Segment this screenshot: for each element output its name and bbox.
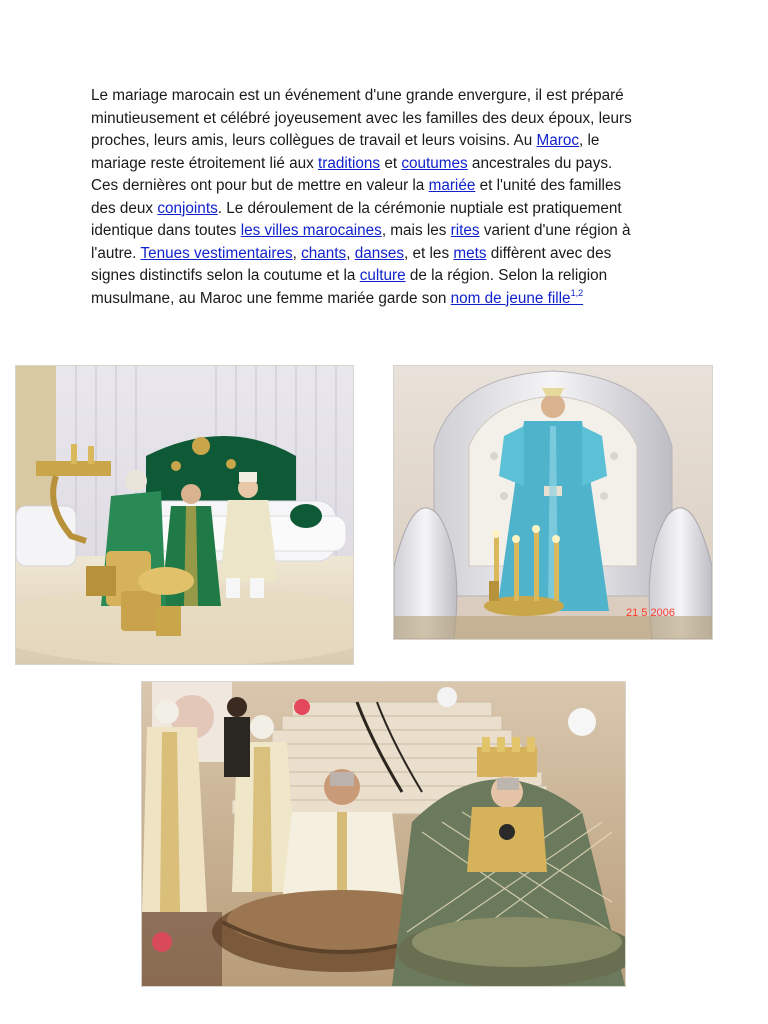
photo-date-stamp: 21 5 2006 xyxy=(626,607,675,619)
footnote-reference-link[interactable] xyxy=(570,287,584,307)
wiki-link[interactable]: mariée xyxy=(428,177,476,194)
paragraph-line xyxy=(91,130,691,153)
paragraph-text: de la région. Selon la religion xyxy=(405,267,608,284)
wedding-photo-blue-caftan xyxy=(393,365,713,640)
wiki-link[interactable]: rites xyxy=(450,222,480,239)
wiki-link[interactable]: les villes marocaines xyxy=(240,222,382,239)
wedding-photo-blue-caftan-image xyxy=(394,366,712,639)
paragraph-text: ancestrales du pays. xyxy=(467,154,613,172)
paragraph-text: , le xyxy=(579,132,600,149)
paragraph-line xyxy=(91,288,691,311)
paragraph-text: et xyxy=(380,154,402,172)
paragraph-text: identique dans toutes xyxy=(91,222,241,239)
paragraph-text: , et les xyxy=(404,244,454,262)
paragraph-line xyxy=(91,243,691,266)
paragraph-text: , xyxy=(346,244,355,262)
wiki-link[interactable]: nom de jeune fille xyxy=(450,289,571,307)
paragraph-line xyxy=(91,85,691,108)
paragraph-text: proches, leurs amis, leurs collègues de travail et leurs voisins. Au xyxy=(91,132,537,149)
paragraph-line xyxy=(91,198,691,221)
wiki-link[interactable]: coutumes xyxy=(401,154,468,172)
wedding-photo-green-caftan xyxy=(15,365,354,665)
wiki-link[interactable]: Tenues vestimentaires xyxy=(140,244,293,262)
paragraph-text: , mais les xyxy=(381,222,451,239)
paragraph-text: mariage reste étroitement lié aux xyxy=(91,154,319,172)
paragraph-text: varient d'une région à xyxy=(479,222,631,239)
paragraph-line xyxy=(91,265,691,288)
paragraph-text: diffèrent avec des xyxy=(486,244,612,262)
footnote-superscript: 1,2 xyxy=(570,287,584,298)
wedding-photo-amaria-ceremony-image xyxy=(142,682,625,986)
wiki-link[interactable]: chants xyxy=(301,244,347,262)
paragraph-text: Ces dernières ont pour but de mettre en valeur la xyxy=(91,177,429,194)
paragraph-line xyxy=(91,220,691,243)
paragraph-text: et l'unité des familles xyxy=(475,177,622,194)
paragraph-text: signes distinctifs selon la coutume et la xyxy=(91,267,360,284)
wiki-link[interactable]: danses xyxy=(354,244,405,262)
wiki-link[interactable]: mets xyxy=(453,244,487,262)
wedding-photo-amaria-ceremony xyxy=(141,681,626,987)
wiki-link[interactable]: traditions xyxy=(318,154,381,172)
paragraph-text: minutieusement et célébré joyeusement avec les familles des deux époux, leurs xyxy=(91,109,632,127)
wiki-link[interactable]: conjoints xyxy=(157,199,218,217)
paragraph-text: l'autre. xyxy=(91,244,141,262)
paragraph-text: musulmane, au Maroc une femme mariée garde son xyxy=(91,289,451,307)
wiki-link[interactable]: culture xyxy=(359,267,406,284)
wedding-photo-green-caftan-image xyxy=(16,366,353,664)
paragraph-text: , xyxy=(292,244,302,262)
paragraph-text: des deux xyxy=(91,199,158,217)
paragraph-line xyxy=(91,175,691,198)
wiki-link[interactable]: Maroc xyxy=(536,132,580,149)
paragraph-line xyxy=(91,108,691,131)
paragraph-line xyxy=(91,153,691,176)
paragraph-text: . Le déroulement de la cérémonie nuptiale est pratiquement xyxy=(217,199,622,217)
paragraph-text: Le mariage marocain est un événement d'une grande envergure, il est préparé xyxy=(91,87,624,104)
article-paragraph xyxy=(91,85,691,310)
